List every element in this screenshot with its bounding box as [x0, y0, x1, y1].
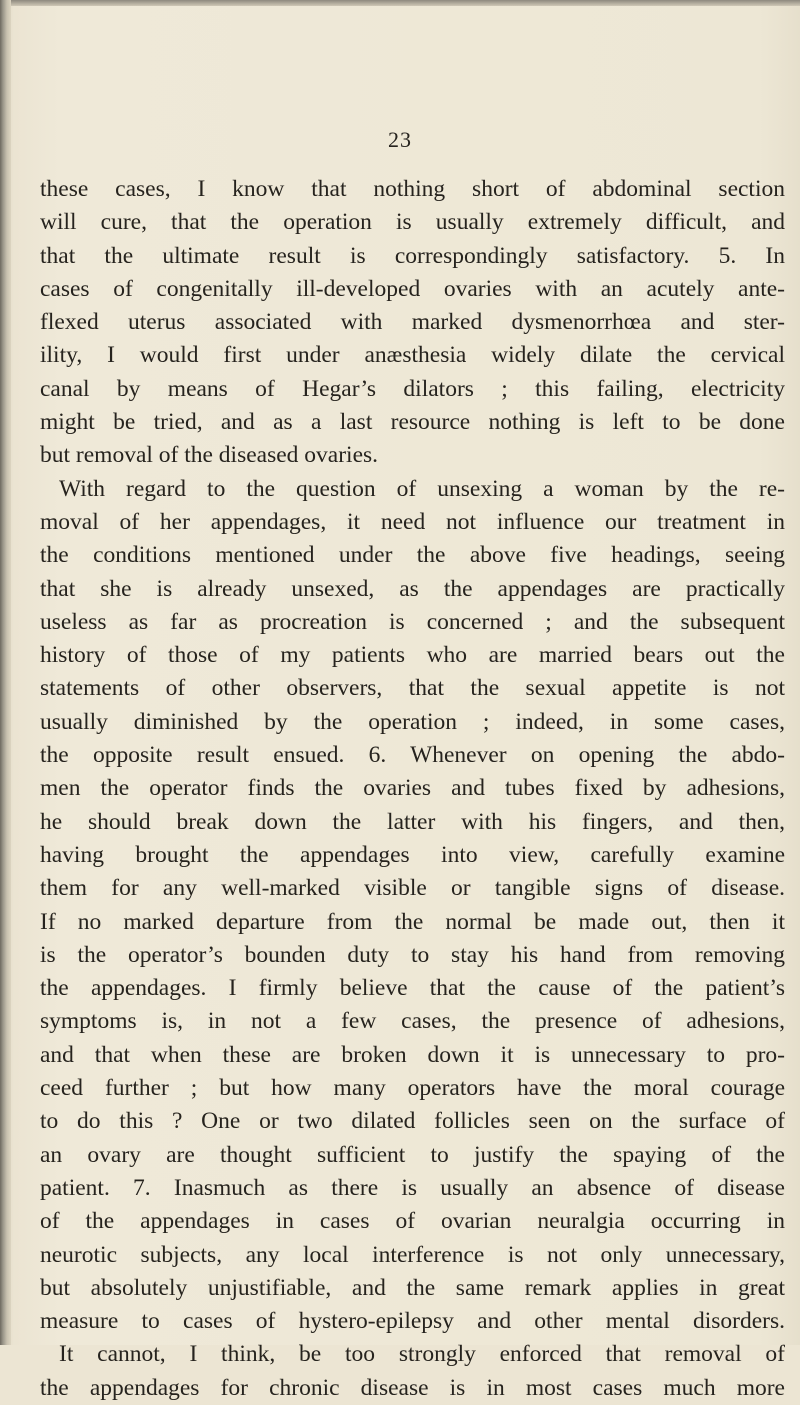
text-line: having brought the appendages into view, carefully examine	[40, 841, 785, 868]
text-line: the appendages for chronic disease is in most cases much more	[40, 1374, 785, 1401]
text-line: the opposite result ensued. 6. Whenever on opening the abdo-	[40, 742, 785, 769]
text-line: that the ultimate result is correspondingly satisfactory. 5. In	[40, 242, 785, 269]
text-line: useless as far as procreation is concerned ; and the subsequent	[40, 608, 785, 635]
text-line: men the operator finds the ovaries and tubes fixed by adhesions,	[40, 775, 785, 802]
text-line: symptoms is, in not a few cases, the presence of adhesions,	[40, 1008, 785, 1035]
text-line: of the appendages in cases of ovarian neuralgia occurring in	[40, 1208, 785, 1235]
text-line: might be tried, and as a last resource nothing is left to be done	[40, 409, 785, 436]
text-line: cases of congenitally ill-developed ovaries with an acutely ante-	[40, 275, 785, 302]
text-line: With regard to the question of unsexing a woman by the re-	[59, 475, 785, 502]
text-line: measure to cases of hystero-epilepsy and other mental disorders.	[40, 1308, 785, 1335]
text-line: ility, I would first under anæsthesia widely dilate the cervical	[40, 342, 785, 369]
text-line: If no marked departure from the normal be made out, then it	[40, 908, 785, 935]
page-binding-edge	[0, 0, 11, 1345]
page-number: 23	[388, 127, 412, 152]
text-line: them for any well-marked visible or tangible signs of disease.	[40, 875, 785, 902]
text-line: flexed uterus associated with marked dysmenorrhœa and ster-	[40, 309, 785, 336]
text-line: history of those of my patients who are married bears out the	[40, 642, 785, 669]
text-line: the appendages. I firmly believe that the cause of the patient’s	[40, 975, 785, 1002]
text-line: but removal of the diseased ovaries.	[40, 442, 379, 469]
text-line: and that when these are broken down it is unnecessary to pro-	[40, 1041, 785, 1068]
text-line: an ovary are thought sufficient to justify the spaying of the	[40, 1141, 785, 1168]
text-line: moval of her appendages, it need not influence our treatment in	[40, 508, 785, 535]
text-line: usually diminished by the operation ; indeed, in some cases,	[40, 708, 785, 735]
body-text	[40, 173, 785, 1405]
page-top-edge	[0, 0, 800, 6]
text-line: to do this ? One or two dilated follicles seen on the surface of	[40, 1108, 785, 1135]
text-line: is the operator’s bounden duty to stay his hand from removing	[40, 941, 785, 968]
text-line: patient. 7. Inasmuch as there is usually an absence of disease	[40, 1174, 785, 1201]
text-line: neurotic subjects, any local interference is not only unnecessary,	[40, 1241, 785, 1268]
text-line: that she is already unsexed, as the appendages are practically	[40, 575, 785, 602]
text-line: statements of other observers, that the sexual appetite is not	[40, 675, 785, 702]
text-line: It cannot, I think, be too strongly enforced that removal of	[59, 1341, 785, 1368]
text-line: he should break down the latter with his fingers, and then,	[40, 808, 785, 835]
text-line: will cure, that the operation is usually extremely difficult, and	[40, 209, 785, 236]
text-line: these cases, I know that nothing short of abdominal section	[40, 176, 785, 202]
text-line: ceed further ; but how many operators have the moral courage	[40, 1075, 785, 1102]
text-line: but absolutely unjustifiable, and the same remark applies in great	[40, 1274, 785, 1301]
text-line: the conditions mentioned under the above five headings, seeing	[40, 542, 785, 569]
text-line: canal by means of Hegar’s dilators ; this failing, electricity	[40, 375, 785, 402]
